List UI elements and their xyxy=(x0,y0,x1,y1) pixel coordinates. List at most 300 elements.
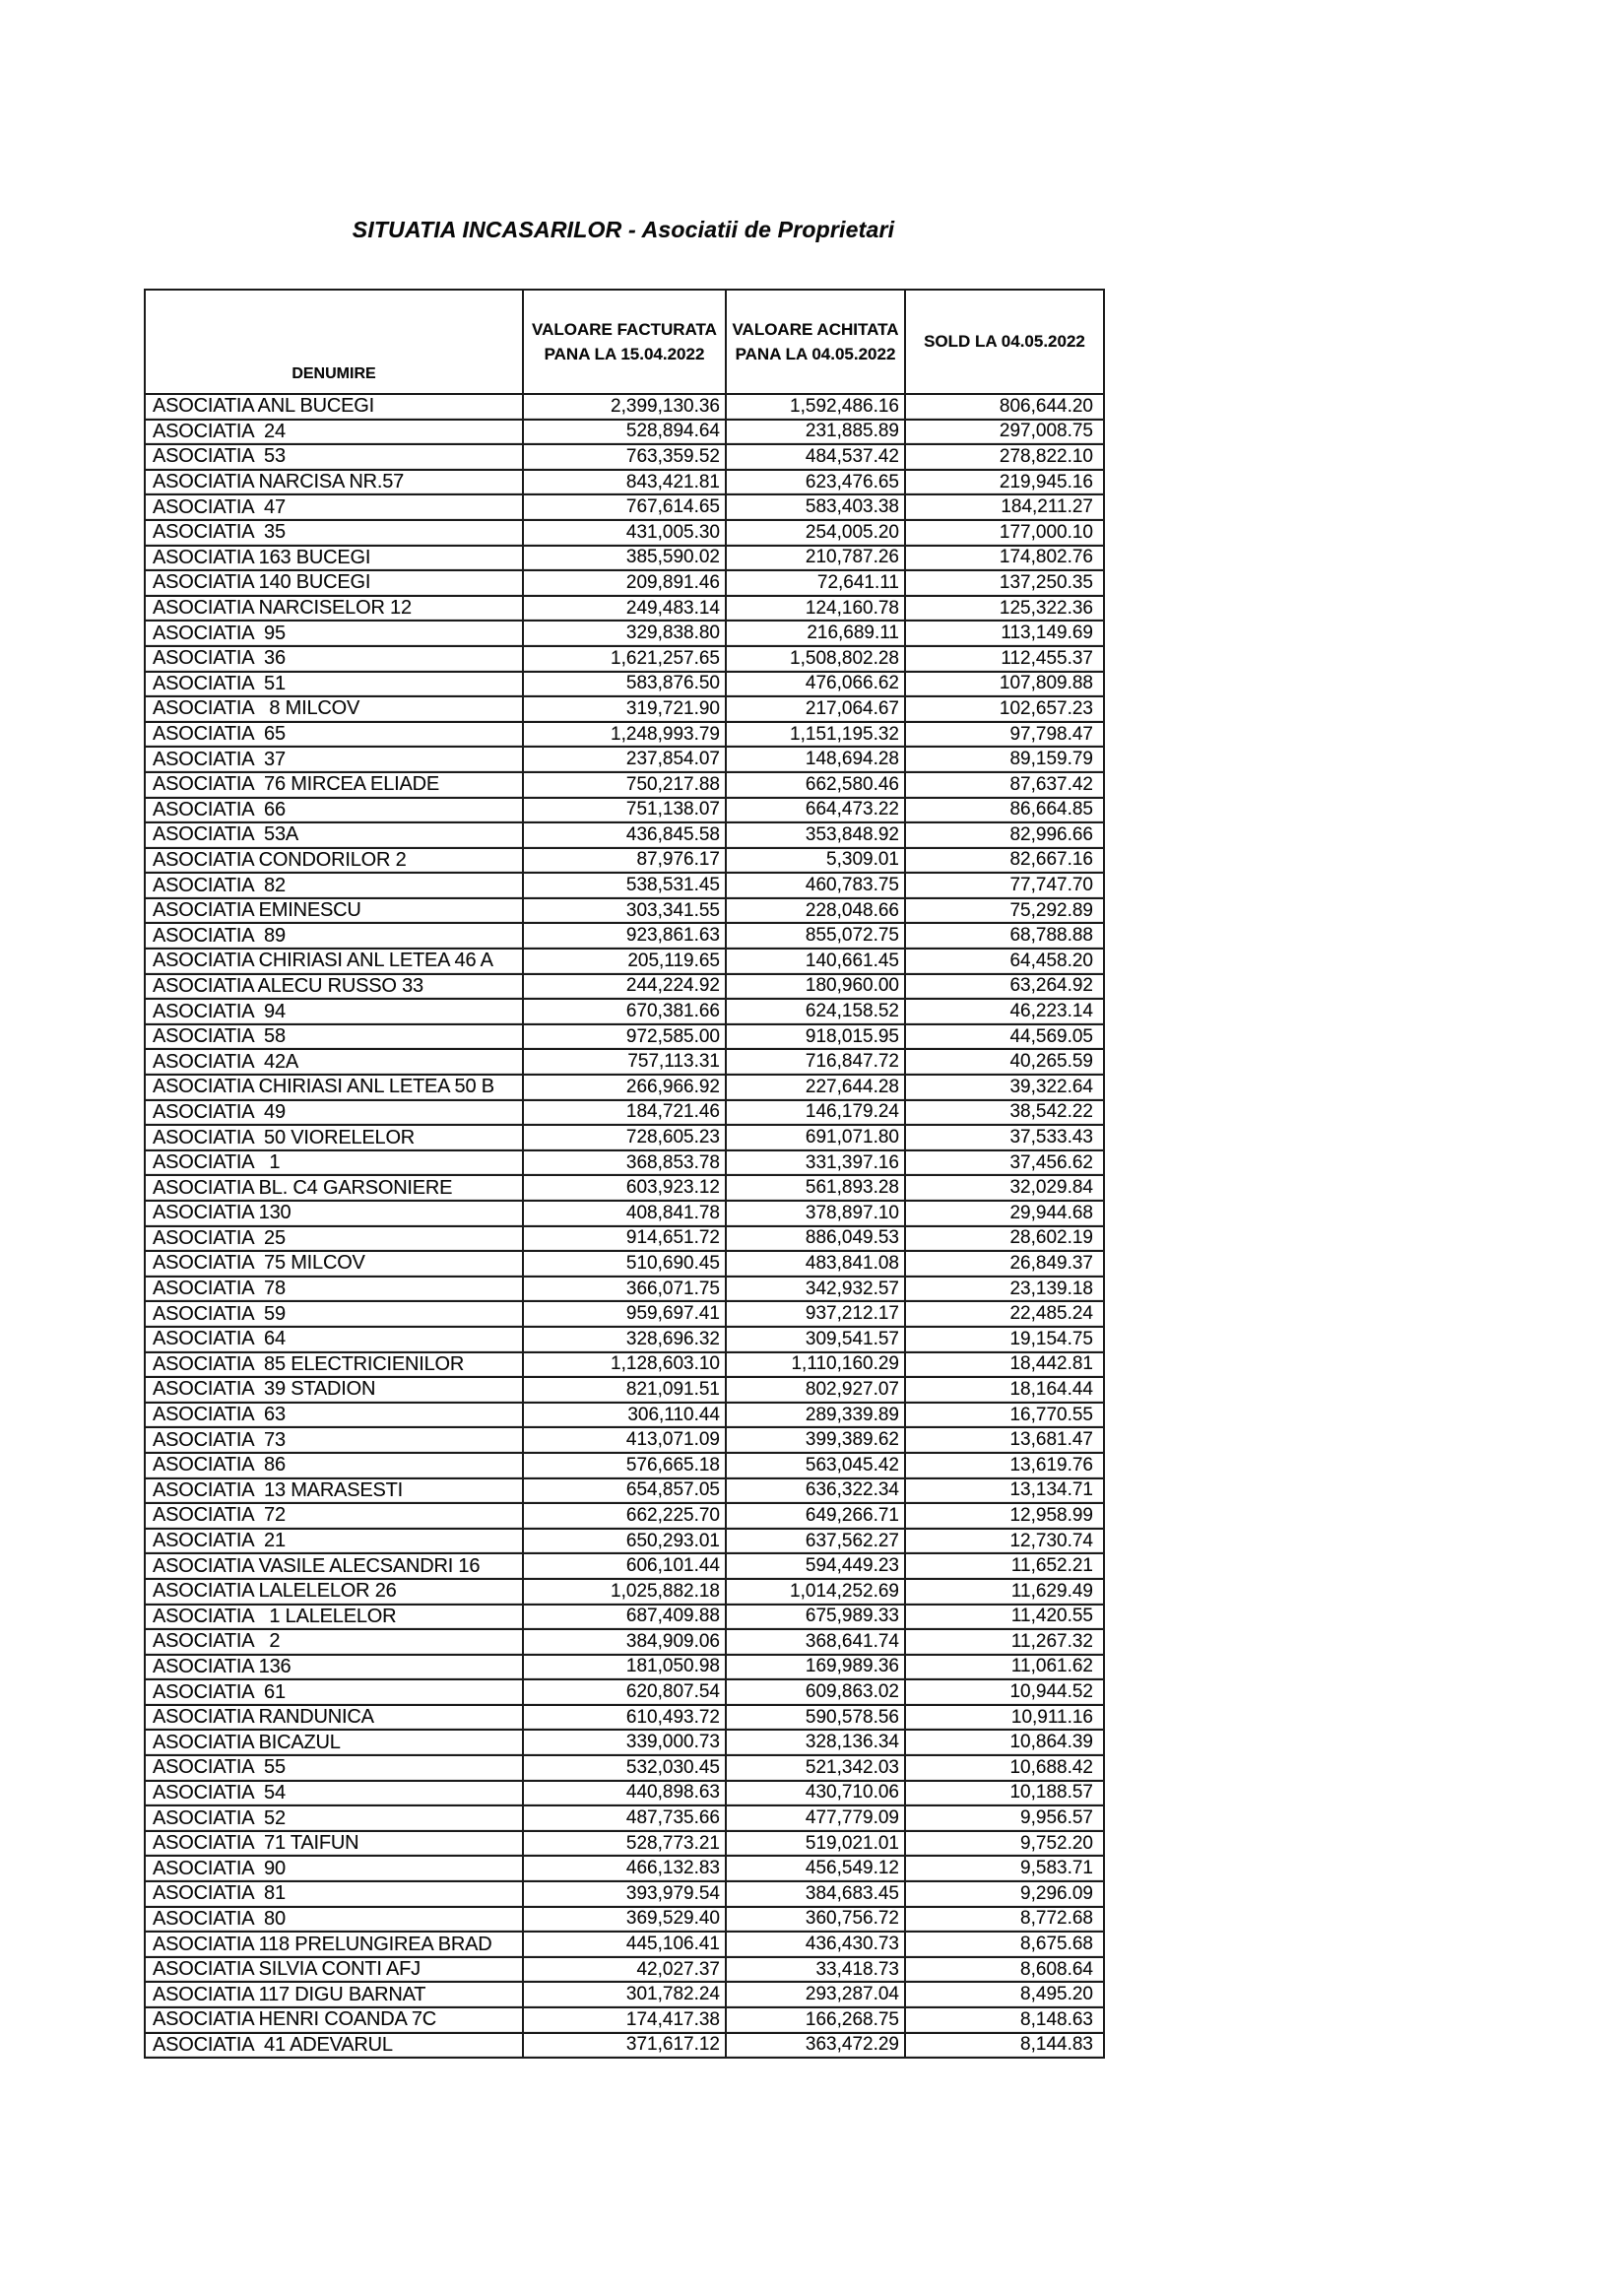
table-row xyxy=(145,1655,1104,1680)
invoiced-value: 408,841.78 xyxy=(523,1201,726,1226)
column-header-denumire-label: DENUMIRE xyxy=(292,365,376,382)
association-name: ASOCIATIA 140 BUCEGI xyxy=(145,570,523,596)
paid-value: 210,787.26 xyxy=(726,546,905,571)
sold-value: 77,747.70 xyxy=(905,873,1104,898)
association-name: ASOCIATIA 54 xyxy=(145,1781,523,1806)
table-row xyxy=(145,1125,1104,1150)
table-row xyxy=(145,1881,1104,1907)
table-row xyxy=(145,1553,1104,1579)
association-name: ASOCIATIA 82 xyxy=(145,873,523,898)
paid-value: 169,989.36 xyxy=(726,1655,905,1680)
paid-value: 342,932.57 xyxy=(726,1277,905,1302)
invoiced-value: 237,854.07 xyxy=(523,747,726,772)
invoiced-value: 413,071.09 xyxy=(523,1427,726,1453)
invoiced-value: 510,690.45 xyxy=(523,1251,726,1277)
table-row xyxy=(145,1175,1104,1201)
association-name: ASOCIATIA 2 xyxy=(145,1629,523,1655)
table-row xyxy=(145,1100,1104,1126)
association-name: ASOCIATIA 59 xyxy=(145,1301,523,1327)
invoiced-value: 528,894.64 xyxy=(523,420,726,445)
table-body xyxy=(145,394,1104,2058)
invoiced-value: 972,585.00 xyxy=(523,1024,726,1050)
association-name: ASOCIATIA 163 BUCEGI xyxy=(145,546,523,571)
sold-value: 68,788.88 xyxy=(905,923,1104,949)
paid-value: 368,641.74 xyxy=(726,1629,905,1655)
invoiced-value: 181,050.98 xyxy=(523,1655,726,1680)
table-row xyxy=(145,1605,1104,1630)
invoiced-value: 249,483.14 xyxy=(523,596,726,622)
paid-value: 590,578.56 xyxy=(726,1705,905,1731)
table-row xyxy=(145,1277,1104,1302)
table-row xyxy=(145,1075,1104,1100)
column-header-valoare-facturata-line2: PANA LA 15.04.2022 xyxy=(544,345,705,363)
table-row xyxy=(145,1957,1104,1983)
association-name: ASOCIATIA 130 xyxy=(145,1201,523,1226)
sold-value: 9,296.09 xyxy=(905,1881,1104,1907)
paid-value: 254,005.20 xyxy=(726,520,905,546)
paid-value: 563,045.42 xyxy=(726,1453,905,1478)
invoiced-value: 384,909.06 xyxy=(523,1629,726,1655)
paid-value: 124,160.78 xyxy=(726,596,905,622)
table-row xyxy=(145,949,1104,974)
sold-value: 177,000.10 xyxy=(905,520,1104,546)
paid-value: 483,841.08 xyxy=(726,1251,905,1277)
table-row xyxy=(145,1679,1104,1705)
table-row xyxy=(145,2033,1104,2059)
association-name: ASOCIATIA 86 xyxy=(145,1453,523,1478)
sold-value: 8,495.20 xyxy=(905,1982,1104,2007)
association-name: ASOCIATIA 85 ELECTRICIENILOR xyxy=(145,1352,523,1378)
association-name: ASOCIATIA 89 xyxy=(145,923,523,949)
table-row xyxy=(145,1705,1104,1731)
invoiced-value: 821,091.51 xyxy=(523,1377,726,1403)
sold-value: 297,008.75 xyxy=(905,420,1104,445)
association-name: ASOCIATIA 95 xyxy=(145,621,523,646)
invoiced-value: 767,614.65 xyxy=(523,494,726,520)
table-row xyxy=(145,596,1104,622)
paid-value: 227,644.28 xyxy=(726,1075,905,1100)
association-name: ASOCIATIA 65 xyxy=(145,722,523,748)
table-row xyxy=(145,546,1104,571)
paid-value: 675,989.33 xyxy=(726,1605,905,1630)
sold-value: 82,667.16 xyxy=(905,848,1104,874)
table-row xyxy=(145,1226,1104,1252)
sold-value: 9,752.20 xyxy=(905,1831,1104,1857)
sold-value: 9,956.57 xyxy=(905,1805,1104,1831)
table-row xyxy=(145,394,1104,420)
association-name: ASOCIATIA 25 xyxy=(145,1226,523,1252)
table-row xyxy=(145,1781,1104,1806)
paid-value: 662,580.46 xyxy=(726,772,905,798)
table-row xyxy=(145,1907,1104,1933)
invoiced-value: 319,721.90 xyxy=(523,696,726,722)
association-name: ASOCIATIA BL. C4 GARSONIERE xyxy=(145,1175,523,1201)
invoiced-value: 843,421.81 xyxy=(523,470,726,495)
sold-value: 10,911.16 xyxy=(905,1705,1104,1731)
column-header-sold xyxy=(905,290,1104,394)
association-name: ASOCIATIA 36 xyxy=(145,646,523,672)
paid-value: 1,592,486.16 xyxy=(726,394,905,420)
invoiced-value: 583,876.50 xyxy=(523,672,726,697)
paid-value: 664,473.22 xyxy=(726,798,905,823)
paid-value: 609,863.02 xyxy=(726,1679,905,1705)
paid-value: 583,403.38 xyxy=(726,494,905,520)
table-row xyxy=(145,1831,1104,1857)
sold-value: 19,154.75 xyxy=(905,1327,1104,1352)
paid-value: 72,641.11 xyxy=(726,570,905,596)
sold-value: 184,211.27 xyxy=(905,494,1104,520)
paid-value: 436,430.73 xyxy=(726,1932,905,1957)
invoiced-value: 606,101.44 xyxy=(523,1553,726,1579)
table-row xyxy=(145,1251,1104,1277)
sold-value: 18,164.44 xyxy=(905,1377,1104,1403)
table-row xyxy=(145,444,1104,470)
sold-value: 11,652.21 xyxy=(905,1553,1104,1579)
sold-value: 97,798.47 xyxy=(905,722,1104,748)
association-name: ASOCIATIA ALECU RUSSO 33 xyxy=(145,974,523,1000)
invoiced-value: 205,119.65 xyxy=(523,949,726,974)
paid-value: 148,694.28 xyxy=(726,747,905,772)
sold-value: 11,267.32 xyxy=(905,1629,1104,1655)
association-name: ASOCIATIA 52 xyxy=(145,1805,523,1831)
association-name: ASOCIATIA RANDUNICA xyxy=(145,1705,523,1731)
paid-value: 477,779.09 xyxy=(726,1805,905,1831)
invoiced-value: 1,621,257.65 xyxy=(523,646,726,672)
association-name: ASOCIATIA CHIRIASI ANL LETEA 50 B xyxy=(145,1075,523,1100)
table-row xyxy=(145,470,1104,495)
sold-value: 12,958.99 xyxy=(905,1503,1104,1529)
invoiced-value: 687,409.88 xyxy=(523,1605,726,1630)
invoiced-value: 1,025,882.18 xyxy=(523,1579,726,1605)
collections-table xyxy=(144,289,1105,2059)
sold-value: 107,809.88 xyxy=(905,672,1104,697)
sold-value: 63,264.92 xyxy=(905,974,1104,1000)
table-row xyxy=(145,822,1104,848)
association-name: ASOCIATIA NARCISA NR.57 xyxy=(145,470,523,495)
table-row xyxy=(145,923,1104,949)
sold-value: 11,629.49 xyxy=(905,1579,1104,1605)
association-name: ASOCIATIA 72 xyxy=(145,1503,523,1529)
table-row xyxy=(145,1529,1104,1554)
association-name: ASOCIATIA EMINESCU xyxy=(145,898,523,924)
invoiced-value: 385,590.02 xyxy=(523,546,726,571)
document-title: SITUATIA INCASARILOR - Asociatii de Proprietari xyxy=(352,217,895,242)
paid-value: 328,136.34 xyxy=(726,1730,905,1755)
table-row xyxy=(145,672,1104,697)
sold-value: 26,849.37 xyxy=(905,1251,1104,1277)
association-name: ASOCIATIA 39 STADION xyxy=(145,1377,523,1403)
table-row xyxy=(145,1024,1104,1050)
association-name: ASOCIATIA ANL BUCEGI xyxy=(145,394,523,420)
association-name: ASOCIATIA 118 PRELUNGIREA BRAD xyxy=(145,1932,523,1957)
invoiced-value: 306,110.44 xyxy=(523,1403,726,1428)
table-row xyxy=(145,696,1104,722)
invoiced-value: 757,113.31 xyxy=(523,1049,726,1075)
paid-value: 140,661.45 xyxy=(726,949,905,974)
association-name: ASOCIATIA CONDORILOR 2 xyxy=(145,848,523,874)
sold-value: 37,533.43 xyxy=(905,1125,1104,1150)
sold-value: 22,485.24 xyxy=(905,1301,1104,1327)
association-name: ASOCIATIA 63 xyxy=(145,1403,523,1428)
association-name: ASOCIATIA 8 MILCOV xyxy=(145,696,523,722)
association-name: ASOCIATIA 47 xyxy=(145,494,523,520)
sold-value: 8,608.64 xyxy=(905,1957,1104,1983)
sold-value: 87,637.42 xyxy=(905,772,1104,798)
table-row xyxy=(145,1730,1104,1755)
table-row xyxy=(145,747,1104,772)
table-row xyxy=(145,1201,1104,1226)
association-name: ASOCIATIA CHIRIASI ANL LETEA 46 A xyxy=(145,949,523,974)
sold-value: 125,322.36 xyxy=(905,596,1104,622)
table-row xyxy=(145,1049,1104,1075)
association-name: ASOCIATIA HENRI COANDA 7C xyxy=(145,2007,523,2033)
paid-value: 146,179.24 xyxy=(726,1100,905,1126)
sold-value: 37,456.62 xyxy=(905,1150,1104,1176)
paid-value: 691,071.80 xyxy=(726,1125,905,1150)
invoiced-value: 303,341.55 xyxy=(523,898,726,924)
table-header xyxy=(145,290,1104,394)
paid-value: 1,110,160.29 xyxy=(726,1352,905,1378)
invoiced-value: 266,966.92 xyxy=(523,1075,726,1100)
invoiced-value: 431,005.30 xyxy=(523,520,726,546)
sold-value: 28,602.19 xyxy=(905,1226,1104,1252)
sold-value: 278,822.10 xyxy=(905,444,1104,470)
invoiced-value: 1,248,993.79 xyxy=(523,722,726,748)
association-name: ASOCIATIA 35 xyxy=(145,520,523,546)
sold-value: 8,144.83 xyxy=(905,2033,1104,2059)
table-row xyxy=(145,1427,1104,1453)
table-row xyxy=(145,2007,1104,2033)
paid-value: 476,066.62 xyxy=(726,672,905,697)
invoiced-value: 184,721.46 xyxy=(523,1100,726,1126)
paid-value: 456,549.12 xyxy=(726,1856,905,1881)
paid-value: 1,508,802.28 xyxy=(726,646,905,672)
paid-value: 399,389.62 xyxy=(726,1427,905,1453)
paid-value: 33,418.73 xyxy=(726,1957,905,1983)
invoiced-value: 654,857.05 xyxy=(523,1478,726,1504)
invoiced-value: 620,807.54 xyxy=(523,1679,726,1705)
table-row xyxy=(145,1579,1104,1605)
table-row xyxy=(145,1856,1104,1881)
paid-value: 637,562.27 xyxy=(726,1529,905,1554)
association-name: ASOCIATIA NARCISELOR 12 xyxy=(145,596,523,622)
paid-value: 309,541.57 xyxy=(726,1327,905,1352)
column-header-valoare-facturata-line1: VALOARE FACTURATA xyxy=(532,319,717,339)
sold-value: 113,149.69 xyxy=(905,621,1104,646)
paid-value: 353,848.92 xyxy=(726,822,905,848)
table-row xyxy=(145,1982,1104,2007)
association-name: ASOCIATIA SILVIA CONTI AFJ xyxy=(145,1957,523,1983)
column-header-valoare-achitata-line1: VALOARE ACHITATA xyxy=(732,319,899,339)
column-header-valoare-facturata xyxy=(523,290,726,394)
paid-value: 228,048.66 xyxy=(726,898,905,924)
association-name: ASOCIATIA 37 xyxy=(145,747,523,772)
invoiced-value: 959,697.41 xyxy=(523,1301,726,1327)
invoiced-value: 369,529.40 xyxy=(523,1907,726,1933)
invoiced-value: 209,891.46 xyxy=(523,570,726,596)
sold-value: 32,029.84 xyxy=(905,1175,1104,1201)
paid-value: 937,212.17 xyxy=(726,1301,905,1327)
paid-value: 289,339.89 xyxy=(726,1403,905,1428)
sold-value: 8,148.63 xyxy=(905,2007,1104,2033)
paid-value: 216,689.11 xyxy=(726,621,905,646)
invoiced-value: 650,293.01 xyxy=(523,1529,726,1554)
paid-value: 5,309.01 xyxy=(726,848,905,874)
invoiced-value: 174,417.38 xyxy=(523,2007,726,2033)
table-row xyxy=(145,494,1104,520)
table-row xyxy=(145,1932,1104,1957)
paid-value: 521,342.03 xyxy=(726,1755,905,1781)
invoiced-value: 487,735.66 xyxy=(523,1805,726,1831)
invoiced-value: 87,976.17 xyxy=(523,848,726,874)
table-row xyxy=(145,520,1104,546)
paid-value: 855,072.75 xyxy=(726,923,905,949)
sold-value: 39,322.64 xyxy=(905,1075,1104,1100)
association-name: ASOCIATIA 1 xyxy=(145,1150,523,1176)
invoiced-value: 371,617.12 xyxy=(523,2033,726,2059)
table-row xyxy=(145,1150,1104,1176)
sold-value: 10,864.39 xyxy=(905,1730,1104,1755)
sold-value: 11,061.62 xyxy=(905,1655,1104,1680)
sold-value: 13,619.76 xyxy=(905,1453,1104,1478)
association-name: ASOCIATIA 78 xyxy=(145,1277,523,1302)
paid-value: 636,322.34 xyxy=(726,1478,905,1504)
sold-value: 82,996.66 xyxy=(905,822,1104,848)
invoiced-value: 610,493.72 xyxy=(523,1705,726,1731)
association-name: ASOCIATIA BICAZUL xyxy=(145,1730,523,1755)
paid-value: 363,472.29 xyxy=(726,2033,905,2059)
sold-value: 10,944.52 xyxy=(905,1679,1104,1705)
sold-value: 11,420.55 xyxy=(905,1605,1104,1630)
association-name: ASOCIATIA 24 xyxy=(145,420,523,445)
association-name: ASOCIATIA 71 TAIFUN xyxy=(145,1831,523,1857)
invoiced-value: 2,399,130.36 xyxy=(523,394,726,420)
association-name: ASOCIATIA 53A xyxy=(145,822,523,848)
invoiced-value: 244,224.92 xyxy=(523,974,726,1000)
sold-value: 806,644.20 xyxy=(905,394,1104,420)
association-name: ASOCIATIA 41 ADEVARUL xyxy=(145,2033,523,2059)
association-name: ASOCIATIA 49 xyxy=(145,1100,523,1126)
paid-value: 802,927.07 xyxy=(726,1377,905,1403)
association-name: ASOCIATIA 21 xyxy=(145,1529,523,1554)
invoiced-value: 440,898.63 xyxy=(523,1781,726,1806)
sold-value: 13,134.71 xyxy=(905,1478,1104,1504)
sold-value: 29,944.68 xyxy=(905,1201,1104,1226)
invoiced-value: 923,861.63 xyxy=(523,923,726,949)
invoiced-value: 763,359.52 xyxy=(523,444,726,470)
sold-value: 16,770.55 xyxy=(905,1403,1104,1428)
paid-value: 378,897.10 xyxy=(726,1201,905,1226)
paid-value: 886,049.53 xyxy=(726,1226,905,1252)
column-header-valoare-achitata xyxy=(726,290,905,394)
association-name: ASOCIATIA 73 xyxy=(145,1427,523,1453)
sold-value: 8,772.68 xyxy=(905,1907,1104,1933)
invoiced-value: 301,782.24 xyxy=(523,1982,726,2007)
invoiced-value: 445,106.41 xyxy=(523,1932,726,1957)
association-name: ASOCIATIA 75 MILCOV xyxy=(145,1251,523,1277)
invoiced-value: 339,000.73 xyxy=(523,1730,726,1755)
sold-value: 10,688.42 xyxy=(905,1755,1104,1781)
paid-value: 1,014,252.69 xyxy=(726,1579,905,1605)
paid-value: 918,015.95 xyxy=(726,1024,905,1050)
invoiced-value: 532,030.45 xyxy=(523,1755,726,1781)
association-name: ASOCIATIA 90 xyxy=(145,1856,523,1881)
association-name: ASOCIATIA 1 LALELELOR xyxy=(145,1605,523,1630)
sold-value: 112,455.37 xyxy=(905,646,1104,672)
invoiced-value: 662,225.70 xyxy=(523,1503,726,1529)
invoiced-value: 528,773.21 xyxy=(523,1831,726,1857)
association-name: ASOCIATIA 55 xyxy=(145,1755,523,1781)
association-name: ASOCIATIA 117 DIGU BARNAT xyxy=(145,1982,523,2007)
sold-value: 46,223.14 xyxy=(905,999,1104,1024)
invoiced-value: 1,128,603.10 xyxy=(523,1352,726,1378)
table-row xyxy=(145,974,1104,1000)
sold-value: 38,542.22 xyxy=(905,1100,1104,1126)
invoiced-value: 603,923.12 xyxy=(523,1175,726,1201)
sold-value: 75,292.89 xyxy=(905,898,1104,924)
paid-value: 180,960.00 xyxy=(726,974,905,1000)
sold-value: 219,945.16 xyxy=(905,470,1104,495)
invoiced-value: 329,838.80 xyxy=(523,621,726,646)
table-row xyxy=(145,1403,1104,1428)
paid-value: 716,847.72 xyxy=(726,1049,905,1075)
paid-value: 484,537.42 xyxy=(726,444,905,470)
association-name: ASOCIATIA 136 xyxy=(145,1655,523,1680)
invoiced-value: 670,381.66 xyxy=(523,999,726,1024)
invoiced-value: 538,531.45 xyxy=(523,873,726,898)
table-row xyxy=(145,848,1104,874)
table-row xyxy=(145,1377,1104,1403)
table-row xyxy=(145,772,1104,798)
table-row xyxy=(145,646,1104,672)
table-row xyxy=(145,1755,1104,1781)
paid-value: 1,151,195.32 xyxy=(726,722,905,748)
table-row xyxy=(145,570,1104,596)
table-row xyxy=(145,798,1104,823)
paid-value: 623,476.65 xyxy=(726,470,905,495)
association-name: ASOCIATIA 53 xyxy=(145,444,523,470)
sold-value: 8,675.68 xyxy=(905,1932,1104,1957)
invoiced-value: 728,605.23 xyxy=(523,1125,726,1150)
sold-value: 9,583.71 xyxy=(905,1856,1104,1881)
table-row xyxy=(145,722,1104,748)
invoiced-value: 750,217.88 xyxy=(523,772,726,798)
association-name: ASOCIATIA 42A xyxy=(145,1049,523,1075)
column-header-valoare-achitata-line2: PANA LA 04.05.2022 xyxy=(735,345,896,363)
association-name: ASOCIATIA 50 VIORELELOR xyxy=(145,1125,523,1150)
table-row xyxy=(145,873,1104,898)
sold-value: 44,569.05 xyxy=(905,1024,1104,1050)
table-row xyxy=(145,999,1104,1024)
invoiced-value: 914,651.72 xyxy=(523,1226,726,1252)
table-row xyxy=(145,621,1104,646)
table-row xyxy=(145,420,1104,445)
paid-value: 331,397.16 xyxy=(726,1150,905,1176)
invoiced-value: 576,665.18 xyxy=(523,1453,726,1478)
paid-value: 460,783.75 xyxy=(726,873,905,898)
table-row xyxy=(145,1327,1104,1352)
sold-value: 102,657.23 xyxy=(905,696,1104,722)
invoiced-value: 42,027.37 xyxy=(523,1957,726,1983)
association-name: ASOCIATIA 81 xyxy=(145,1881,523,1907)
invoiced-value: 366,071.75 xyxy=(523,1277,726,1302)
association-name: ASOCIATIA 58 xyxy=(145,1024,523,1050)
paid-value: 649,266.71 xyxy=(726,1503,905,1529)
table-row xyxy=(145,1453,1104,1478)
invoiced-value: 436,845.58 xyxy=(523,822,726,848)
association-name: ASOCIATIA 94 xyxy=(145,999,523,1024)
association-name: ASOCIATIA 66 xyxy=(145,798,523,823)
